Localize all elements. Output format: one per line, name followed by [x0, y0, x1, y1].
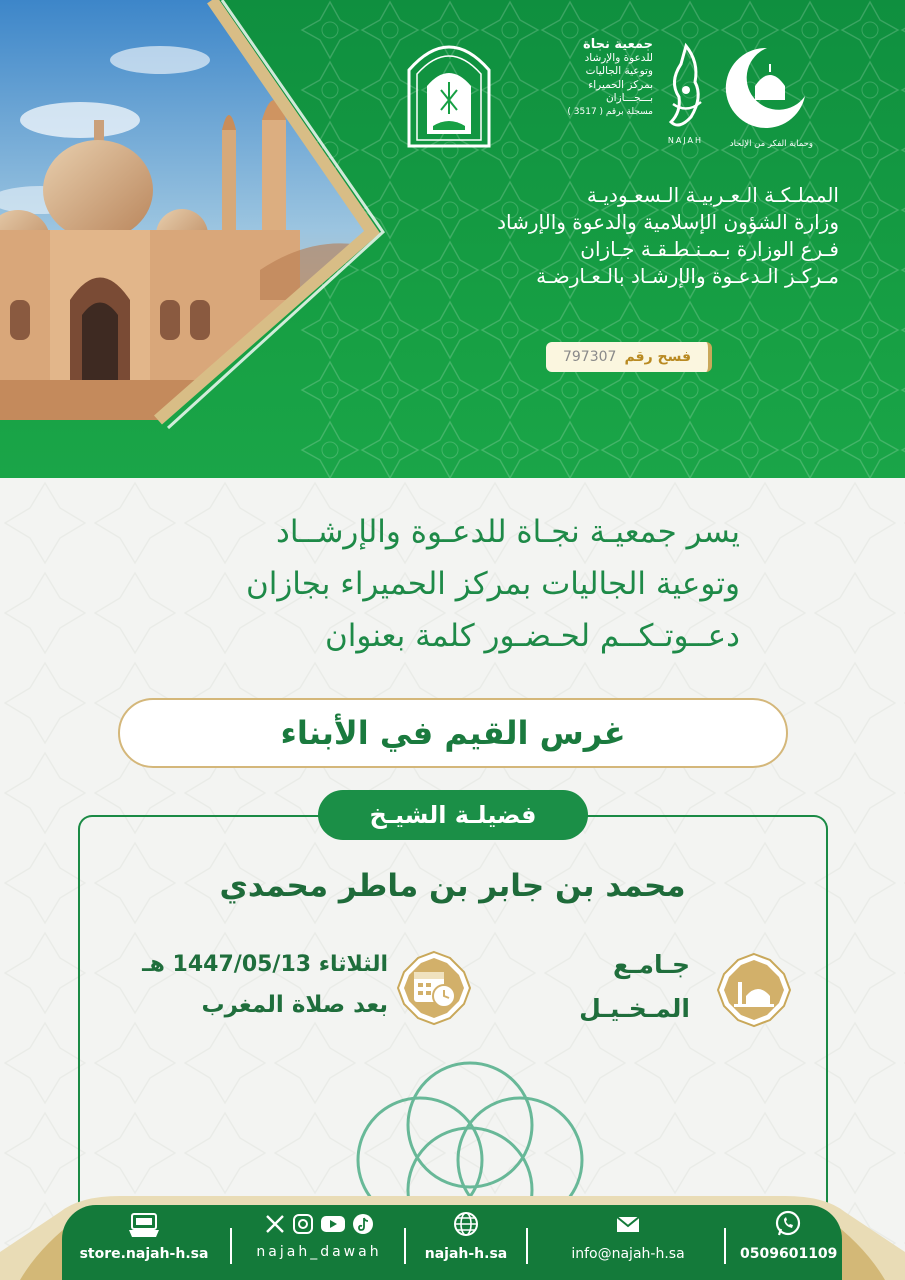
najah-text-line: مسجلة برقم ( 3517 )	[567, 106, 653, 117]
social-handle: najah_dawah	[256, 1244, 382, 1260]
mosque-icon	[716, 952, 792, 1028]
invitation-line: وتوعية الجاليات بمركز الحميراء بجازان	[245, 566, 740, 602]
najah-latin: NAJAH	[667, 136, 703, 145]
invitation-line: يسر جمعيـة نجـاة للدعـوة والإرشــاد	[276, 514, 740, 550]
footer-store[interactable]	[70, 1210, 218, 1262]
footer-divider	[724, 1228, 726, 1264]
instagram-icon	[292, 1213, 314, 1235]
header-line: فـرع الوزارة بـمـنـطـقـة جـازان	[580, 237, 839, 261]
footer-divider	[526, 1228, 528, 1264]
footer-divider	[230, 1228, 232, 1264]
najah-calligraphy-logo	[661, 42, 711, 142]
footer-phone[interactable]	[740, 1210, 838, 1262]
phone-number: 0509601109	[740, 1246, 838, 1262]
email-address: info@najah-h.sa	[571, 1246, 685, 1262]
permit-label: فسح رقم	[624, 349, 692, 365]
invitation-text	[120, 506, 740, 662]
footer-website[interactable]	[418, 1210, 514, 1262]
najah-text-line: جمعية نجاة	[583, 37, 653, 52]
x-icon	[264, 1213, 286, 1235]
website-url: najah-h.sa	[424, 1246, 508, 1262]
decorative-rings	[320, 1050, 620, 1200]
header-institution-lines	[399, 182, 839, 290]
header-line: مـركـز الـدعـوة والإرشـاد بالـعـارضـة	[536, 264, 839, 288]
store-url: store.najah-h.sa	[79, 1246, 209, 1262]
program-logo-text: وحماية الفكر من الإلحاد	[729, 139, 813, 149]
tiktok-icon	[352, 1213, 374, 1235]
footer-social[interactable]	[246, 1210, 392, 1260]
najah-text-line: بـــجـــازان	[605, 92, 653, 104]
footer-divider	[404, 1228, 406, 1264]
event-time: بعد صلاة المغرب	[201, 992, 388, 1018]
permit-number: 797307	[562, 349, 617, 365]
header-line: المملـكـة الـعـربيـة الـسعـوديـة	[586, 183, 839, 207]
calendar-clock-icon	[396, 950, 472, 1026]
speaker-name: محمد بن جابر بن ماطر محمدي	[219, 868, 686, 904]
logos-row	[435, 30, 815, 160]
invitation-line: دعــوتـكــم لحـضـور كلمة بعنوان	[324, 618, 740, 654]
najah-text-line: بمركز الحميراء	[588, 78, 653, 91]
footer-email[interactable]	[548, 1210, 708, 1262]
najah-text-line: وتوعية الجاليات	[585, 65, 653, 77]
place-line-2: المـخـيـل	[579, 994, 690, 1023]
store-icon	[127, 1210, 161, 1240]
event-date: الثلاثاء 1447/05/13 هـ	[142, 952, 388, 977]
lecture-title-box	[118, 698, 788, 768]
najah-text-line: للدعوة والإرشاد	[584, 51, 653, 64]
whatsapp-icon	[774, 1210, 802, 1238]
najah-text-block	[543, 38, 653, 119]
permit-badge	[546, 342, 712, 372]
mail-icon	[614, 1210, 642, 1238]
lecture-title: غرس القيم في الأبناء	[280, 714, 626, 752]
header-line: وزارة الشؤون الإسلامية والدعوة والإرشاد	[497, 210, 839, 234]
program-logo	[725, 44, 815, 134]
speaker-label-pill: فضيلـة الشيـخ	[318, 790, 588, 840]
globe-icon	[452, 1210, 480, 1238]
ministry-emblem	[403, 30, 495, 148]
place-line-1: جـامـع	[612, 950, 690, 979]
youtube-icon	[320, 1213, 346, 1235]
header-banner	[0, 0, 905, 478]
